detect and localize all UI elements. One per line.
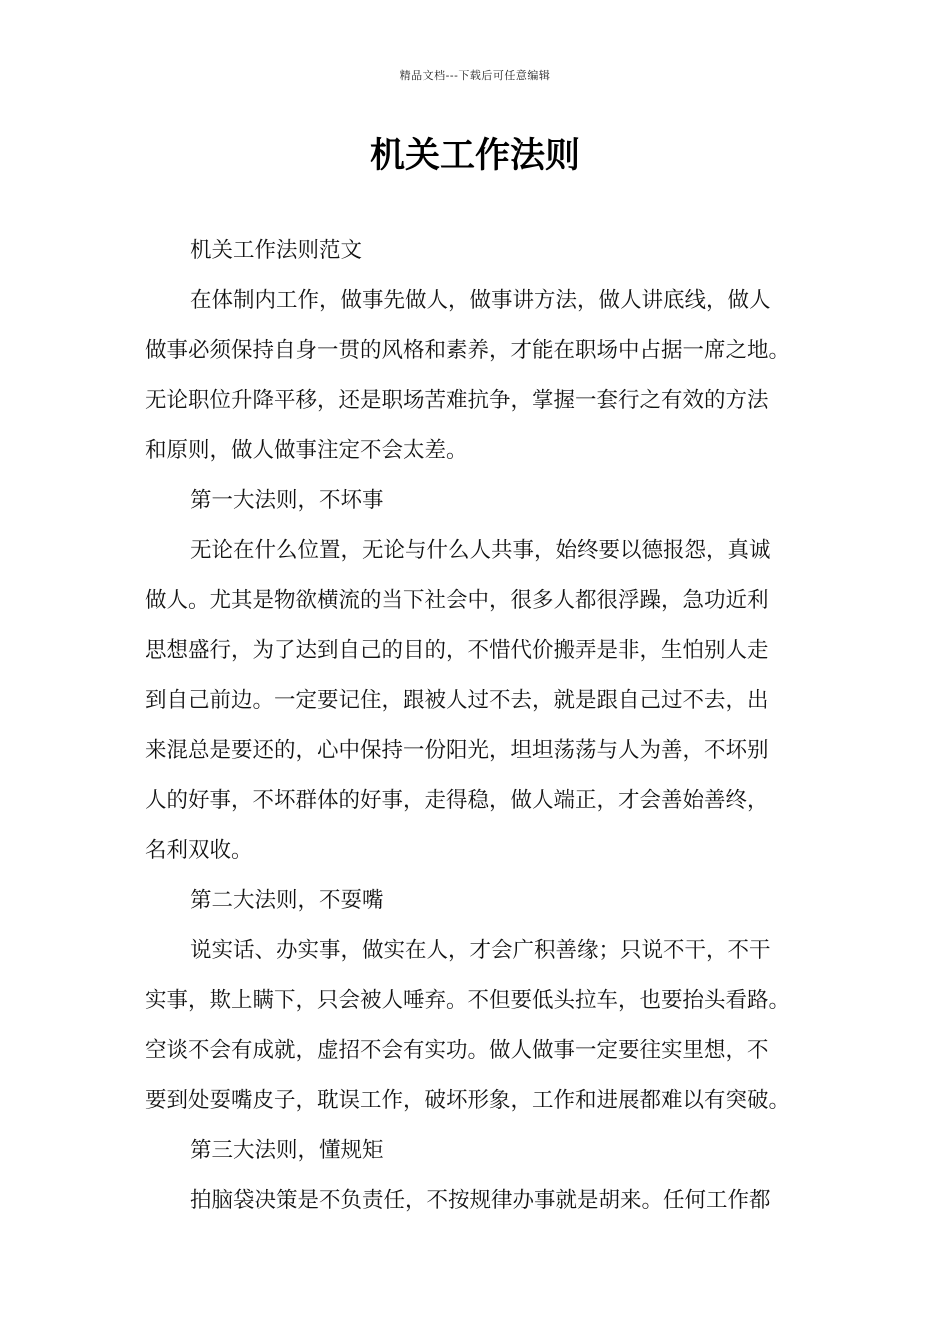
text-line: 思想盛行，为了达到自己的目的，不惜代价搬弄是非，生怕别人走 xyxy=(145,638,769,663)
text-line: 到自己前边。一定要记住，跟被人过不去，就是跟自己过不去，出 xyxy=(145,688,769,713)
header-note: 精品文档---下载后可任意编辑 xyxy=(399,69,551,82)
text-line: 名利双收。 xyxy=(145,838,253,863)
text-line: 要到处耍嘴皮子，耽误工作，破坏形象，工作和进展都难以有突破。 xyxy=(145,1088,791,1113)
text-line: 和原则，做人做事注定不会太差。 xyxy=(145,438,468,463)
text-line: 机关工作法则范文 xyxy=(190,238,363,263)
text-line: 实事，欺上瞒下，只会被人唾弃。不但要低头拉车，也要抬头看路。 xyxy=(145,988,791,1013)
text-line: 说实话、办实事，做实在人，才会广积善缘；只说不干，不干 xyxy=(190,938,771,963)
text-line: 空谈不会有成就，虚招不会有实功。做人做事一定要往实里想，不 xyxy=(145,1038,769,1063)
text-line: 第二大法则，不耍嘴 xyxy=(190,888,384,913)
document-body xyxy=(145,226,805,1226)
document-title: 机关工作法则 xyxy=(369,136,580,176)
text-line: 来混总是要还的，心中保持一份阳光，坦坦荡荡与人为善，不坏别 xyxy=(145,738,769,763)
text-line: 在体制内工作，做事先做人，做事讲方法，做人讲底线，做人 xyxy=(190,288,771,313)
text-line: 第三大法则，懂规矩 xyxy=(190,1138,384,1163)
text-line: 做事必须保持自身一贯的风格和素养，才能在职场中占据一席之地。 xyxy=(145,338,791,363)
text-line: 第一大法则，不坏事 xyxy=(190,488,384,513)
text-line: 做人。尤其是物欲横流的当下社会中，很多人都很浮躁，急功近利 xyxy=(145,588,769,613)
text-line: 无论在什么位置，无论与什么人共事，始终要以德报怨，真诚 xyxy=(190,538,771,563)
text-line: 拍脑袋决策是不负责任，不按规律办事就是胡来。任何工作都 xyxy=(190,1188,771,1213)
text-line: 人的好事，不坏群体的好事，走得稳，做人端正，才会善始善终， xyxy=(145,788,769,813)
text-line: 无论职位升降平移，还是职场苦难抗争，掌握一套行之有效的方法 xyxy=(145,388,769,413)
